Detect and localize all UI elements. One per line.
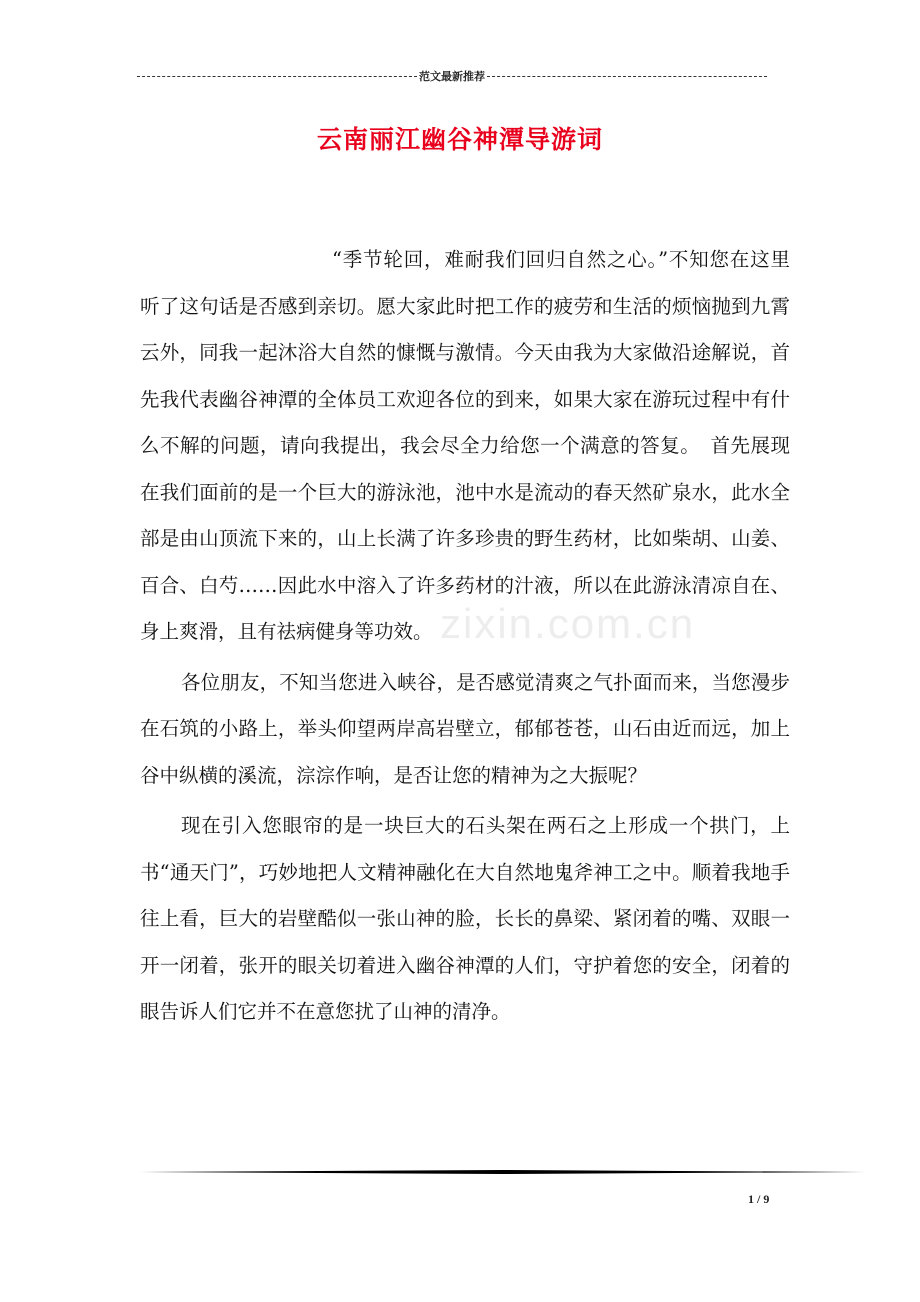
paragraph-2: 各位朋友，不知当您进入峡谷，是否感觉清爽之气扑面而来，当您漫步在石筑的小路上，举头仰望两岸高岩壁立，郁郁苍苍，山石由近而远，加上谷中纵横的溪流，淙淙作响，是否让您的精神为之大振呢？ [140, 670, 790, 787]
watermark: zixin.com.cn [440, 600, 696, 647]
page-header [137, 67, 767, 85]
paragraph-3: 现在引入您眼帘的是一块巨大的石头架在两石之上形成一个拱门，上书“通天门”，巧妙地把人文精神融化在大自然地鬼斧神工之中。顺着我地手往上看，巨大的岩壁酷似一张山神的脸，长长的鼻梁、紧闭着的嘴、双眼一开一闭着，张开的眼关切着进入幽谷神潭的人们，守护着您的安全，闭着的眼告诉人们它并不在意您扰了山神的清净。 [140, 814, 790, 1023]
paragraph-1: “季节轮回，难耐我们回归自然之心。”不知您在这里听了这句话是否感到亲切。愿大家此时把工作的疲劳和生活的烦恼抛到九霄云外，同我一起沐浴大自然的慷慨与激情。今天由我为大家做沿途解说，首先我代表幽谷神潭的全体员工欢迎各位的到来，如果大家在游玩过程中有什么不解的问题，请向我提出，我会尽全力给您一个满意的答复。 首先展现在我们面前的是一个巨大的游泳池，池中水是流动的春天然矿泉水，此水全部是由山顶流下来的，山上长满了许多珍贵的野生药材，比如柴胡、山姜、百合、白芍……因此水中溶入了许多药材的汁液，所以在此游泳清凉自在、身上爽滑，且有祛病健身等功效。 [140, 248, 790, 643]
footer-rule [140, 1170, 865, 1174]
header-dash-left [137, 76, 417, 77]
document-body [140, 237, 790, 1036]
header-dash-right [487, 76, 767, 77]
header-label: 范文最新推荐 [419, 70, 485, 83]
document-title: 云南丽江幽谷神潭导游词 [316, 125, 603, 154]
page-number: 1 / 9 [748, 1192, 770, 1206]
